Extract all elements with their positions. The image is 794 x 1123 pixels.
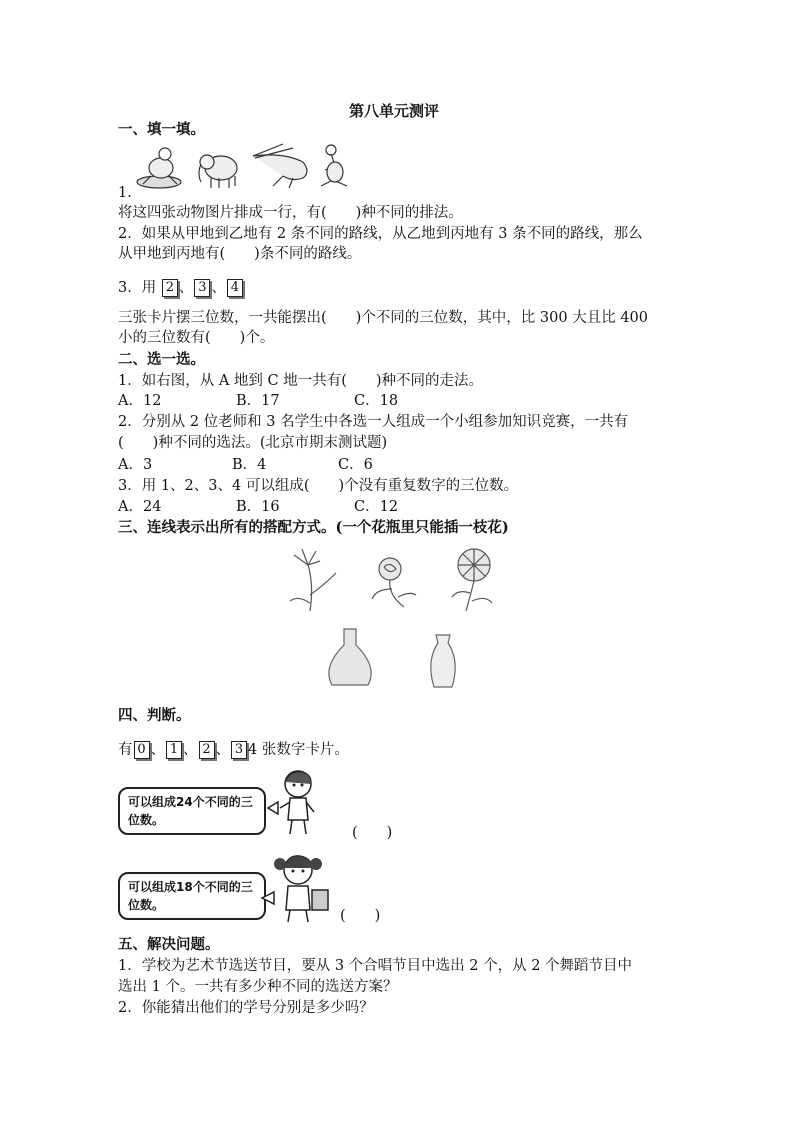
section-3-heading: 三、连线表示出所有的搭配方式。(一个花瓶里只能插一枝花) [118,519,509,536]
s2-q1: 1．如右图，从 A 地到 C 地一共有( )种不同的走法。 [118,373,484,389]
s2-q3-option-b: B．16 [236,499,280,515]
s1-q3-prefix-line: 3．用 2 、 3 、 4 [118,278,244,298]
girl-icon [262,852,342,924]
lily-icon [290,549,336,611]
judgment-paren-1[interactable]: ( ) [352,825,393,841]
s4-cards-prefix: 有 [118,742,133,758]
number-card-1: 1 [166,741,182,759]
speech-bubble-girl: 可以组成18个不同的三位数。 [118,872,266,920]
chrysanthemum-icon [452,549,492,611]
number-card-3b: 3 [231,741,247,759]
number-card-2b: 2 [199,741,215,759]
round-vase-icon [329,629,371,685]
s1-q2-line2: 从甲地到丙地有( )条不同的路线。 [118,246,362,262]
page-title: 第八单元测评 [349,102,440,120]
s2-q2-option-a: A．3 [118,457,153,473]
judgment-paren-2[interactable]: ( ) [340,908,381,924]
s4-cards-line: 有 0 、 1 、 2 、 3 4 张数字卡片。 [118,742,349,758]
section-5-heading: 五、解决问题。 [118,936,220,953]
s1-q2-line1: 2．如果从甲地到乙地有 2 条不同的路线，从乙地到丙地有 3 条不同的路线，那么 [118,226,643,242]
s1-q1-number: 1. [118,185,132,201]
frog-icon [137,148,181,188]
shrimp-icon [253,144,307,188]
s1-q3-prefix: 3．用 [118,280,157,296]
number-card-2: 2 [162,279,178,297]
s4-cards-suffix: 4 张数字卡片。 [248,742,349,758]
rose-icon [372,558,416,607]
section-4-heading: 四、判断。 [118,707,191,724]
tall-vase-icon [431,635,455,687]
s2-q2-option-b: B．4 [232,457,267,473]
s1-q3-line1: 三张卡片摆三位数，一共能摆出( )个不同的三位数，其中，比 300 大且比 400 [118,310,648,326]
speech-bubble-boy: 可以组成24个不同的三位数。 [118,787,266,835]
s2-q2-line2: ( )种不同的选法。(北京市期末测试题) [118,435,388,451]
s2-q1-option-b: B．17 [236,393,280,409]
elephant-icon [199,155,237,188]
s5-q1-line2: 选出 1 个。一共有多少种不同的选送方案？ [118,979,398,995]
s2-q2-option-c: C．6 [338,457,373,473]
boy-icon [268,768,324,838]
s2-q2-line1: 2．分别从 2 位老师和 3 名学生中各选一人组成一个小组参加知识竞赛，一共有 [118,414,629,430]
s2-q1-option-c: C．18 [354,393,399,409]
s2-q3-option-a: A．24 [118,499,162,515]
number-card-0: 0 [134,741,150,759]
number-card-4: 4 [227,279,243,297]
kangaroo-icon [321,145,347,186]
s5-q1-line1: 1．学校为艺术节选送节目，要从 3 个合唱节目中选出 2 个，从 2 个舞蹈节目中 [118,958,633,974]
section-2-heading: 二、选一选。 [118,351,205,368]
flowers-and-vases [280,545,520,695]
animal-pictures [133,142,373,192]
s5-q2: 2．你能猜出他们的学号分别是多少吗？ [118,1000,374,1016]
s2-q3-option-c: C．12 [354,499,399,515]
s1-q3-line2: 小的三位数有( )个。 [118,330,275,346]
s2-q3: 3．用 1、2、3、4 可以组成( )个没有重复数字的三位数。 [118,478,519,494]
s2-q1-option-a: A．12 [118,393,162,409]
number-card-3: 3 [194,279,210,297]
section-1-heading: 一、填一填。 [118,121,205,138]
s1-q1-text: 将这四张动物图片排成一行，有( )种不同的排法。 [118,205,463,221]
